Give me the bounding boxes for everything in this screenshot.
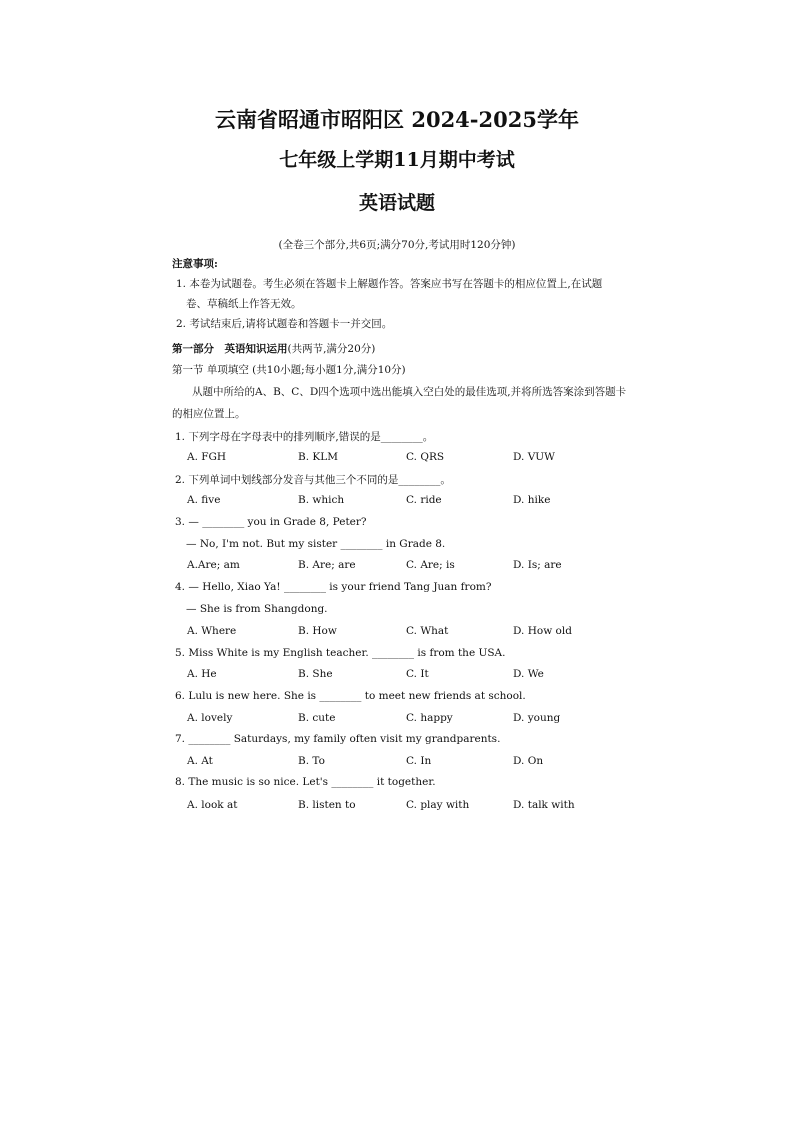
question-stem: 8. The music is so nice. Let's ________ it together. xyxy=(175,776,436,788)
question-stem: 2. 下列单词中划线部分发音与其他三个不同的是________。 xyxy=(175,474,451,486)
option-a: A. FGH xyxy=(187,451,227,463)
option-b: B. She xyxy=(298,668,333,680)
option-b: B. How xyxy=(298,625,337,637)
instruction-line-2: 的相应位置上。 xyxy=(172,408,246,420)
option-a: A. lovely xyxy=(187,712,233,724)
option-b: B. which xyxy=(298,494,345,506)
option-d: D. young xyxy=(513,712,561,724)
option-b: B. cute xyxy=(298,712,336,724)
option-a: A. Where xyxy=(187,625,237,637)
option-d: D. VUW xyxy=(513,451,555,463)
notice-item-1: 1. 本卷为试题卷。考生必须在答题卡上解题作答。答案应书写在答题卡的相应位置上,在试题 xyxy=(176,278,603,290)
option-d: D. hike xyxy=(513,494,551,506)
question-stem: 6. Lulu is new here. She is ________ to meet new friends at school. xyxy=(175,690,526,702)
option-c: C. In xyxy=(406,755,432,767)
notice-item-2: 2. 考试结束后,请将试题卷和答题卡一并交回。 xyxy=(176,318,393,330)
option-d: D. How old xyxy=(513,625,572,637)
title-line-3: 英语试题 xyxy=(358,192,435,214)
instruction-line-1: 从题中所给的A、B、C、D四个选项中选出能填入空白处的最佳选项,并将所选答案涂到答题卡 xyxy=(192,386,627,398)
option-d: D. On xyxy=(513,755,544,767)
question-stem: 7. ________ Saturdays, my family often visit my grandparents. xyxy=(175,733,501,745)
option-c: C. What xyxy=(406,625,449,637)
option-c: C. ride xyxy=(406,494,442,506)
exam-info: (全卷三个部分,共6页;满分70分,考试用时120分钟) xyxy=(278,239,516,251)
notice-item-1-cont: 卷、草稿纸上作答无效。 xyxy=(186,298,302,310)
option-d: D. talk with xyxy=(513,799,575,811)
question-stem-cont: — No, I'm not. But my sister ________ in Grade 8. xyxy=(186,538,446,550)
option-b: B. KLM xyxy=(298,451,338,463)
option-c: C. QRS xyxy=(406,451,445,463)
part1-heading-title: 第一部分 英语知识运用 xyxy=(172,343,288,355)
question-stem: 4. — Hello, Xiao Ya! ________ is your friend Tang Juan from? xyxy=(175,581,492,593)
notice-heading: 注意事项: xyxy=(172,258,218,270)
title-line-2: 七年级上学期11月期中考试 xyxy=(279,149,515,171)
question-stem-cont: — She is from Shangdong. xyxy=(186,603,328,615)
section1-heading: 第一节 单项填空 (共10小题;每小题1分,满分10分) xyxy=(172,364,406,376)
question-stem: 3. — ________ you in Grade 8, Peter? xyxy=(175,516,367,528)
option-a: A. look at xyxy=(187,799,238,811)
option-c: C. play with xyxy=(406,799,470,811)
part1-heading xyxy=(172,341,375,356)
question-stem: 1. 下列字母在字母表中的排列顺序,错误的是________。 xyxy=(175,431,434,443)
option-b: B. To xyxy=(298,755,325,767)
option-c: C. Are; is xyxy=(406,559,455,571)
option-b: B. listen to xyxy=(298,799,356,811)
question-stem: 5. Miss White is my English teacher. ________ is from the USA. xyxy=(175,647,506,659)
option-b: B. Are; are xyxy=(298,559,356,571)
option-a: A. At xyxy=(187,755,213,767)
option-a: A. five xyxy=(187,494,221,506)
option-a: A.Are; am xyxy=(187,559,240,571)
option-a: A. He xyxy=(187,668,217,680)
part1-heading-note: (共两节,满分20分) xyxy=(287,343,376,355)
option-d: D. We xyxy=(513,668,544,680)
option-c: C. It xyxy=(406,668,429,680)
option-d: D. Is; are xyxy=(513,559,562,571)
option-c: C. happy xyxy=(406,712,453,724)
title-line-1: 云南省昭通市昭阳区 2024-2025学年 xyxy=(215,107,579,132)
